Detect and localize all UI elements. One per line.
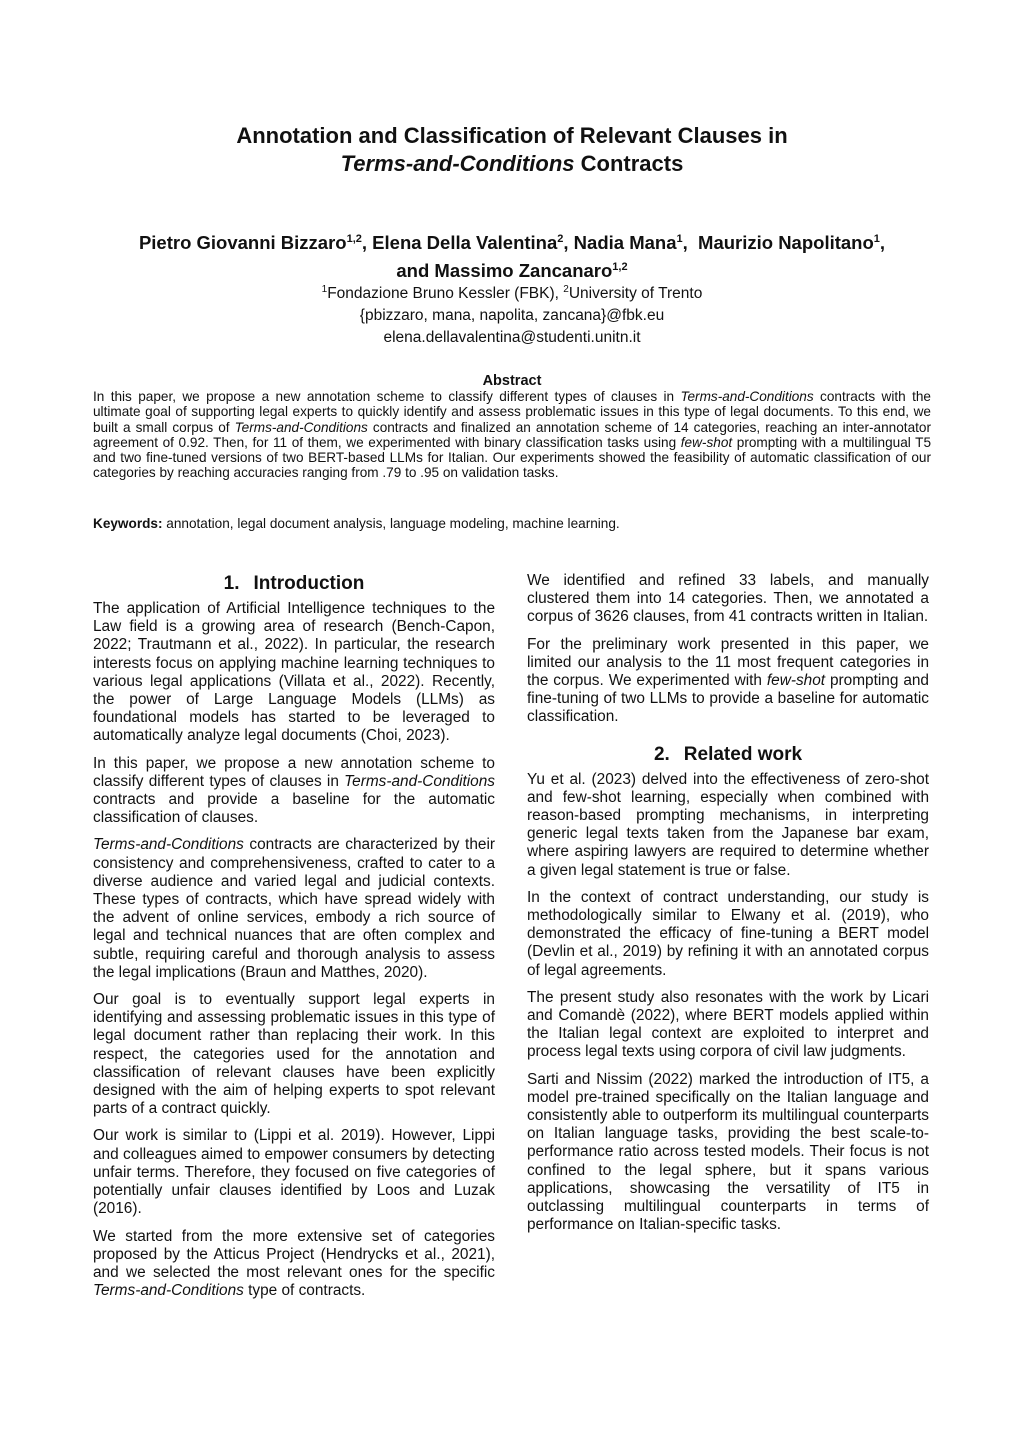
title-line-1: Annotation and Classification of Relevant Clauses in — [236, 123, 788, 148]
paragraph: The present study also resonates with the work by Licari and Comandè (2022), where BERT models applied within the Italian legal context are exploited to interpret and process legal texts using corpora of civil law judgments. — [527, 988, 929, 1061]
paragraph: Sarti and Nissim (2022) marked the introduction of IT5, a model pre-trained specifically on the Italian language and consistently able to outperform its multilingual counterparts on Italian language tasks, providing the best scale-to-performance ratio across tested models. Their focus is not confined to the legal sphere, but it spans various applications, showcasing the versatility of IT5 in outclassing multilingual counterparts in terms of performance on Italian-specific tasks. — [527, 1070, 929, 1234]
email-line: elena.dellavalentina@studenti.unitn.it — [383, 329, 641, 346]
title-italic: Terms-and-Conditions — [340, 151, 575, 176]
email-line: {pbizzaro, mana, napolita, zancana}@fbk.eu — [359, 307, 665, 324]
paragraph: Our goal is to eventually support legal experts in identifying and assessing problematic issues in this type of legal document rather than replacing their work. In this respect, the categories used for the annotation and classification of relevant clauses have been explicitly designed with the aim of helping experts to spot relevant parts of a contract quickly. — [93, 991, 495, 1118]
author-affil-mark: 1,2 — [612, 261, 628, 273]
paragraph: Terms-and-Conditions contracts are characterized by their consistency and comprehensiveness, crafted to cater to a diverse audience and varied legal and judicial contexts. These types of contracts, which have spread widely with the advent of online services, embody a rich source of legal and technical nuances that are often complex and subtle, requiring careful and thorough analysis to assess the legal implications (Braun and Matthes, 2020). — [93, 836, 495, 981]
paragraph: For the preliminary work presented in this paper, we limited our analysis to the 11 most frequent categories in the corpus. We experimented with few-shot prompting and fine-tuning of two LLMs to provide a baseline for automatic classification. — [527, 635, 929, 726]
author-line-1: Pietro Giovanni Bizzaro$^{1,2}$, Elena Della Valentina$^2$, Nadia Mana$^1$, Maurizio Napolitano$^1$, — [138, 232, 886, 253]
left-column — [93, 572, 495, 1309]
keywords-text: annotation, legal document analysis, language modeling, machine learning. — [162, 516, 620, 531]
keywords — [93, 515, 931, 533]
author-affil-mark: 1,2 — [346, 233, 362, 245]
author-affil-mark: 1 — [676, 233, 683, 245]
section-heading-related-work: 2. Related work — [653, 743, 803, 765]
paper-title — [93, 122, 931, 178]
paragraph: The application of Artificial Intelligence techniques to the Law field is a growing area of research (Bench-Capon, 2022; Trautmann et al., 2022). In particular, the research interests focus on applying machine learning techniques to various legal applications (Villata et al., 2022). Recently, the power of Large Language Models (LLMs) as foundational models has started to be leveraged to automatically analyze legal documents (Choi, 2023). — [93, 600, 495, 745]
author-line-2 — [93, 257, 931, 285]
affiliations — [93, 283, 931, 349]
author-name: Elena Della Valentina — [372, 232, 558, 253]
author-affil-mark: 1 — [873, 233, 880, 245]
right-column — [527, 572, 929, 1244]
affiliation-line: $^1$Fondazione Bruno Kessler (FBK), $^2$University of Trento — [321, 284, 703, 302]
author-name: Pietro Giovanni Bizzaro — [138, 232, 347, 253]
author-affil-mark: 2 — [557, 233, 564, 245]
section-heading-introduction: 1. Introduction — [223, 573, 365, 594]
paragraph: We identified and refined 33 labels, and manually clustered them into 14 categories. Then, we annotated a corpus of 3626 clauses, from 41 contracts written in Italian. — [527, 572, 929, 626]
author-list — [93, 229, 931, 285]
paragraph: We started from the more extensive set of categories proposed by the Atticus Project (Hendrycks et al., 2021), and we selected the most relevant ones for the specific Terms-and-Conditions type of contracts. — [93, 1227, 495, 1300]
author-name: and Massimo Zancanaro — [396, 260, 613, 281]
paragraph: Yu et al. (2023) delved into the effectiveness of zero-shot and few-shot learning, especially when combined with reason-based prompting mechanisms, in interpreting generic legal texts taken from the Japanese bar exam, where aspiring lawyers are required to determine whether a given legal statement is true or false. — [527, 770, 929, 879]
abstract-body: In this paper, we propose a new annotation scheme to classify different types of clauses in Terms-and-Conditions contracts with the ultimate goal of supporting legal experts to quickly identify and assess problematic issues in this type of legal documents. To this end, we built a small corpus of Terms-and-Conditions contracts and finalized an annotation scheme of 14 categories, reaching an inter-annotator agreement of 0.92. Then, for 11 of them, we experimented with binary classification tasks using few-shot prompting with a multilingual T5 and two fine-tuned versions of two BERT-based LLMs for Italian. Our experiments showed the feasibility of automatic classification of our categories by reaching accuracies ranging from .79 to .95 on validation tasks. — [93, 389, 932, 481]
author-name: Maurizio Napolitano — [698, 232, 874, 253]
abstract-heading: Abstract — [482, 373, 542, 389]
title-rest: Contracts — [574, 151, 684, 176]
author-name: Nadia Mana — [573, 232, 677, 253]
title-line-2 — [93, 150, 931, 178]
paragraph: Our work is similar to (Lippi et al. 2019). However, Lippi and colleagues aimed to empower consumers by detecting unfair terms. Therefore, they focused on five categories of potentially unfair clauses identified by Loos and Luzak (2016). — [93, 1127, 495, 1218]
keywords-label: Keywords: — [93, 516, 163, 531]
paragraph: In the context of contract understanding, our study is methodologically similar to Elwany et al. (2019), who demonstrated the efficacy of fine-tuning a BERT model (Devlin et al., 2019) by refining it with an annotated corpus of legal agreements. — [527, 888, 929, 979]
paragraph: In this paper, we propose a new annotation scheme to classify different types of clauses in Terms-and-Conditions contracts and provide a baseline for the automatic classification of clauses. — [93, 754, 495, 827]
